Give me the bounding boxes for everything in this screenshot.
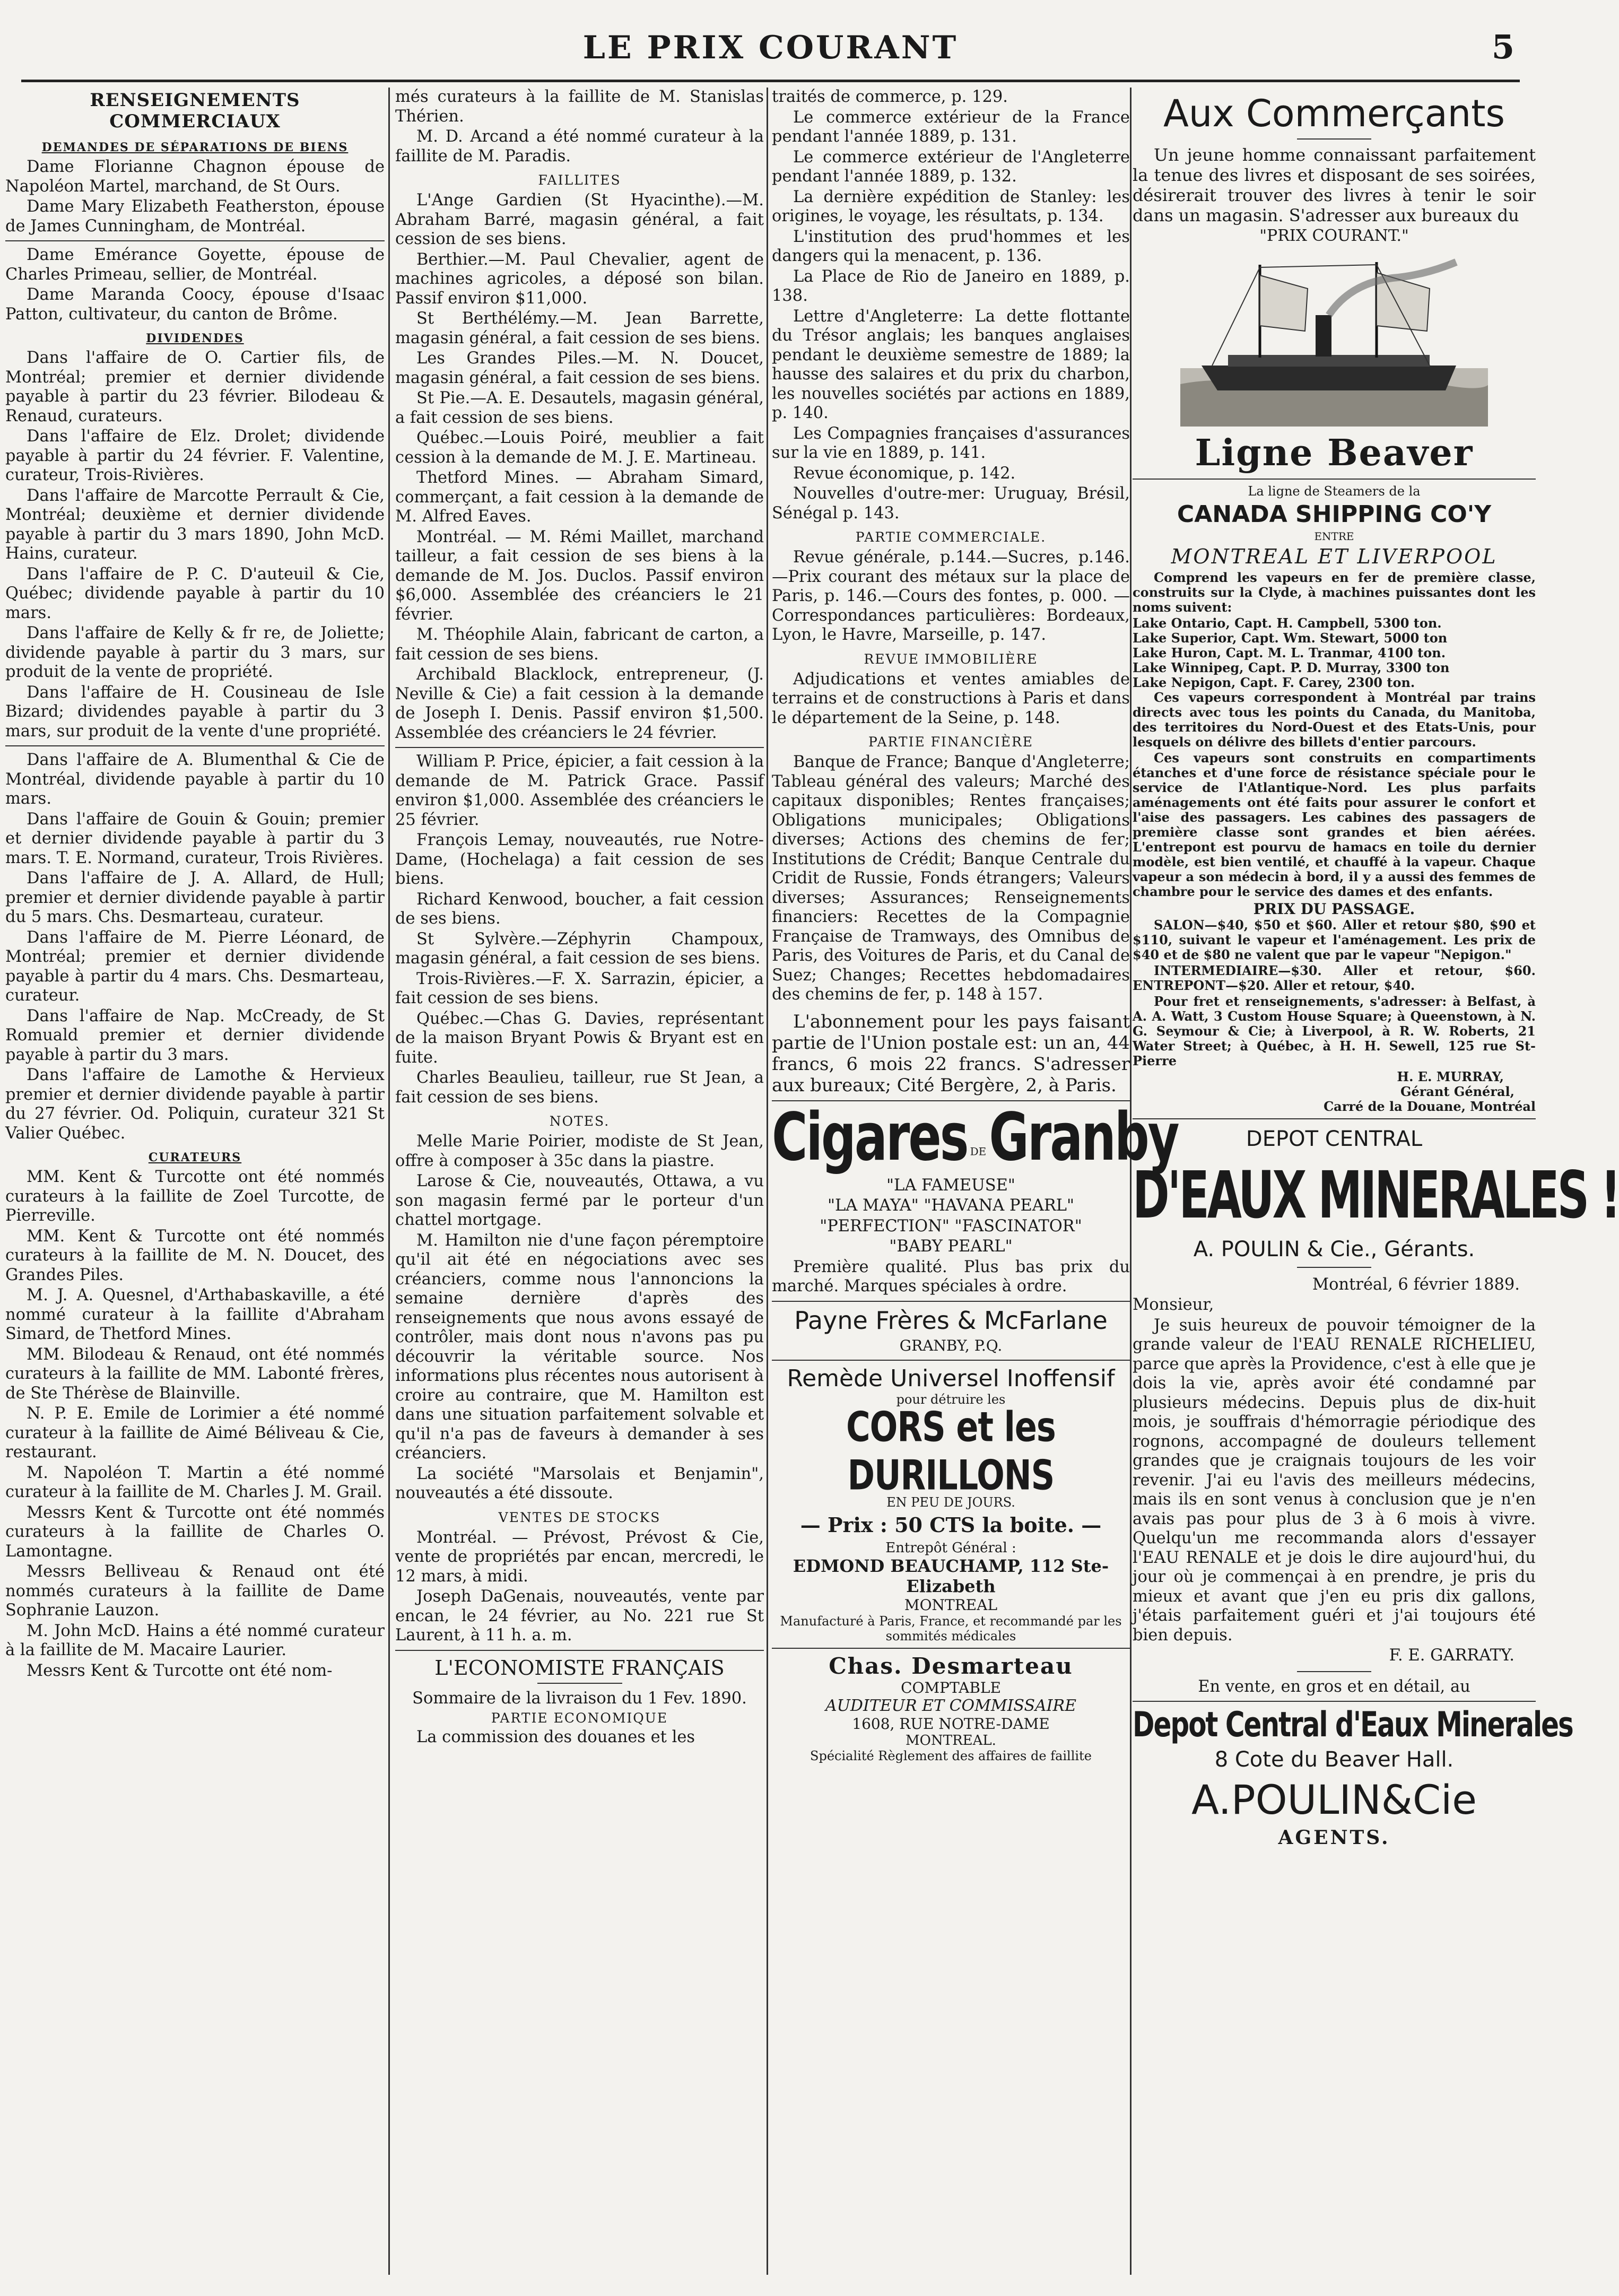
- murray-title: Gérant Général,: [1400, 1083, 1514, 1099]
- divider: [1297, 1267, 1371, 1268]
- depot-eaux-minerales: Depot Central d'Eaux Minerales: [1133, 1704, 1573, 1745]
- divider: [772, 1648, 1130, 1649]
- article-paragraph: Nouvelles d'outre-mer: Uruguay, Brésil, Sénégal p. 143.: [772, 484, 1130, 523]
- article-paragraph: La dernière expédition de Stanley: les origines, le voyage, les résultats, p. 134.: [772, 187, 1130, 225]
- subsection-heading: NOTES.: [549, 1114, 610, 1129]
- ship-list-item: Lake Superior, Capt. Wm. Stewart, 5000 ton: [1133, 630, 1448, 646]
- article-paragraph: Québec.—Louis Poiré, meublier a fait cession à la demande de M. J. E. Martineau.: [395, 429, 764, 467]
- article-paragraph: Adjudications et ventes amiables de terrains et de constructions à Paris et dans le département de la Seine, p. 148.: [772, 669, 1130, 727]
- cigares-de: DE: [970, 1145, 987, 1158]
- article-paragraph: Dans l'affaire de M. Pierre Léonard, de Montréal; premier et dernier dividende payable à partir du 4 mars. Chs. Desmarteau, curateur.: [5, 928, 385, 1005]
- article-paragraph: St Berthélémy.—M. Jean Barrette, magasin général, a fait cession de ses biens.: [395, 309, 764, 347]
- subsection-heading: REVUE IMMOBILIÈRE: [864, 651, 1038, 667]
- article-paragraph: traités de commerce, p. 129.: [772, 88, 1008, 106]
- article-paragraph: Revue économique, p. 142.: [793, 464, 1016, 483]
- article-paragraph: La commission des douanes et les: [416, 1728, 695, 1746]
- article-paragraph: Dans l'affaire de Marcotte Perrault & Cie, Montréal; deuxième et dernier dividende payable à partir du 3 mars 1890, John McD. Hains, curateur.: [5, 486, 385, 563]
- article-paragraph: M. John McD. Hains a été nommé curateur à la faillite de M. Macaire Laurier.: [5, 1621, 385, 1659]
- eaux-minerales-banner: D'EAUX MINERALES !: [1133, 1157, 1619, 1233]
- article-paragraph: més curateurs à la faillite de M. Stanislas Thérien.: [395, 88, 764, 126]
- divider: [5, 745, 385, 746]
- article-paragraph: N. P. E. Emile de Lorimier a été nommé curateur à la faillite de Aimé Béliveau & Cie, restaurant.: [5, 1404, 385, 1462]
- article-paragraph: Dans l'affaire de Kelly & fr re, de Joliette; dividende payable à partir du 3 mars, sur produit de la vente de propriété.: [5, 624, 385, 681]
- article-paragraph: Messrs Kent & Turcotte ont été nom-: [27, 1661, 333, 1680]
- ad-paragraph: Comprend les vapeurs en fer de première classe, construits sur la Clyde, à machines puissantes dont les noms suivent:: [1133, 569, 1536, 615]
- article-paragraph: Le commerce extérieur de la France pendant l'année 1889, p. 131.: [772, 108, 1130, 146]
- poulin-gerants: A. POULIN & Cie., Gérants.: [1193, 1237, 1475, 1262]
- article-paragraph: Québec.—Chas G. Davies, représentant de la maison Bryant Powis & Bryant est en fuite.: [395, 1009, 764, 1067]
- remede-montreal: MONTREAL: [904, 1596, 998, 1614]
- article-paragraph: M. Théophile Alain, fabricant de carton, a fait cession de ses biens.: [395, 625, 764, 664]
- ad-paragraph: Ces vapeurs correspondent à Montréal par trains directs avec tous les points du Canada, du Manitoba, des territoires du Nord-Ouest et des Etats-Unis, pour lesquels on délivre des billets d'entier parcours.: [1133, 689, 1536, 750]
- article-paragraph: M. Napoléon T. Martin a été nommé curateur à la faillite de M. Charles J. M. Grail.: [5, 1463, 385, 1501]
- ship-list-item: Lake Huron, Capt. M. L. Tranmar, 4100 ton.: [1133, 645, 1446, 660]
- article-paragraph: Dans l'affaire de Gouin & Gouin; premier et dernier dividende payable à partir du 3 mars. T. E. Normand, curateur, Trois Rivières.: [5, 810, 385, 867]
- ship-list-item: Lake Ontario, Capt. H. Campbell, 5300 ton.: [1133, 615, 1442, 631]
- column-rule: [1130, 88, 1131, 2275]
- cigar-brand: "PERFECTION" "FASCINATOR": [820, 1216, 1082, 1236]
- murray-address: Carré de la Douane, Montréal: [1324, 1098, 1536, 1114]
- economiste-title: L'ECONOMISTE FRANÇAIS: [434, 1656, 725, 1680]
- article-paragraph: Les Compagnies françaises d'assurances sur la vie en 1889, p. 141.: [772, 424, 1130, 462]
- cigares-word: Cigares: [772, 1098, 968, 1176]
- ad-paper-name: "PRIX COURANT.": [1259, 227, 1409, 245]
- newspaper-title: LE PRIX COURANT: [582, 29, 959, 66]
- article-paragraph: Dame Emérance Goyette, épouse de Charles Primeau, sellier, de Montréal.: [5, 246, 385, 284]
- cigar-quality: Première qualité. Plus bas prix du marché. Marques spéciales à ordre.: [772, 1257, 1130, 1295]
- divider: [395, 1650, 764, 1651]
- divider: [772, 1301, 1130, 1302]
- remede-sub: pour détruire les: [896, 1391, 1006, 1407]
- depot-address: 8 Cote du Beaver Hall.: [1214, 1747, 1454, 1772]
- beaver-entre: ENTRE: [1314, 529, 1354, 543]
- subsection-heading: FAILLITES: [538, 172, 621, 188]
- divider: [772, 1360, 1130, 1361]
- article-paragraph: Dans l'affaire de Lamothe & Hervieux premier et dernier dividende payable à partir du 27 février. Od. Poliquin, curateur 321 St Valier Québec.: [5, 1066, 385, 1143]
- section-heading: RENSEIGNEMENTS COMMERCIAUX: [90, 90, 300, 132]
- article-paragraph: Dame Mary Elizabeth Featherston, épouse de James Cunningham, de Montréal.: [5, 197, 385, 236]
- remede-entrepot: Entrepôt Général :: [885, 1540, 1016, 1556]
- montreal-liverpool: MONTREAL ET LIVERPOOL: [1171, 544, 1498, 568]
- ad-paragraph: INTERMEDIAIRE—$30. Aller et retour, $60. ENTREPONT—$20. Aller et retour, $40.: [1133, 962, 1536, 993]
- article-paragraph: Charles Beaulieu, tailleur, rue St Jean, a fait cession de ses biens.: [395, 1068, 764, 1107]
- depot-central-title: DEPOT CENTRAL: [1246, 1126, 1423, 1151]
- cigar-brand: "BABY PEARL": [889, 1237, 1013, 1256]
- article-paragraph: Montréal. — M. Rémi Maillet, marchand tailleur, a fait cession de ses biens à la demande de M. Jos. Duclos. Passif environ $6,000. Assemblée des créanciers le 21 février.: [395, 527, 764, 624]
- subsection-heading: PARTIE COMMERCIALE.: [855, 529, 1047, 545]
- prix-passage: PRIX DU PASSAGE.: [1253, 900, 1415, 918]
- article-paragraph: Messrs Kent & Turcotte ont été nommés curateurs à la faillite de Charles O. Lamontagne.: [5, 1503, 385, 1561]
- ship-list-item: Lake Winnipeg, Capt. P. D. Murray, 3300 ton: [1133, 659, 1450, 675]
- desmarteau-role: AUDITEUR ET COMMISSAIRE: [825, 1696, 1077, 1715]
- article-paragraph: Dans l'affaire de P. C. D'auteuil & Cie, Québec; dividende payable à partir du 10 mars.: [5, 564, 385, 622]
- remede-title: Remède Universel Inoffensif: [787, 1364, 1115, 1392]
- article-paragraph: William P. Price, épicier, a fait cession à la demande de M. Patrick Grace. Passif environ $1,000. Assemblée des créanciers le 25 février.: [395, 752, 764, 829]
- poulin-agents: AGENTS.: [1278, 1827, 1390, 1849]
- page-header: [21, 21, 1520, 82]
- ad-paragraph: Ces vapeurs sont construits en compartiments étanches et d'une force de résistance spéciale pour le service de l'Atlantique-Nord. Les plus parfaits aménagements ont été faits pour assurer le confort et l'aise des passagers. Les cabines des passagers de première classe sont grandes et bien aérées. L'entrepont est pourvu de hamacs en toile du dernier modèle, est bien ventilé, et chauffé à la vapeur. Chaque vapeur a son médecin à bord, il y a aussi des femmes de chambre pour le service des dames et des enfants.: [1133, 750, 1536, 899]
- column-rule: [388, 88, 390, 2275]
- remede-price: — Prix : 50 CTS la boite. —: [800, 1512, 1102, 1537]
- article-paragraph: Dans l'affaire de O. Cartier fils, de Montréal; premier et dernier dividende payable à partir du 23 février. Bilodeau & Renaud, curateurs.: [5, 349, 385, 425]
- article-paragraph: Les Grandes Piles.—M. N. Doucet, magasin général, a fait cession de ses biens.: [395, 349, 764, 387]
- subscription-notice: L'abonnement pour les pays faisant partie de l'Union postale est: un an, 44 francs, 6 mois 22 francs. S'adresser aux bureaux; Cité Bergère, 2, à Paris.: [772, 1011, 1130, 1096]
- article-paragraph: Revue générale, p.144.—Sucres, p.146.—Prix courant des métaux sur la place de Paris, p. 146.—Cours des fontes, p. 000. —Correspondances particulières: Bordeaux, Lyon, le Havre, Marseille, p. 147.: [772, 548, 1130, 644]
- article-paragraph: Trois-Rivières.—F. X. Sarrazin, épicier, a fait cession de ses biens.: [395, 969, 764, 1007]
- murray-name: H. E. MURRAY,: [1397, 1068, 1504, 1084]
- article-paragraph: Dans l'affaire de J. A. Allard, de Hull; premier et dernier dividende payable à partir du 5 mars. Chs. Desmarteau, curateur.: [5, 869, 385, 926]
- article-paragraph: L'Ange Gardien (St Hyacinthe).—M. Abraham Barré, magasin général, a fait cession de ses biens.: [395, 191, 764, 248]
- article-paragraph: MM. Bilodeau & Renaud, ont été nommés curateurs à la faillite de MM. Labonté frères, de Ste Thérèse de Blainville.: [5, 1345, 385, 1403]
- ship-list-item: Lake Nepigon, Capt. F. Carey, 2300 ton.: [1133, 674, 1415, 690]
- ad-paragraph: SALON—$40, $50 et $60. Aller et retour $80, $90 et $110, suivant le vapeur et l'aménagement. Les prix de $40 et de $80 ne valent que par le vapeur "Nepigon.": [1133, 917, 1536, 962]
- subsection-heading: DIVIDENDES: [146, 332, 244, 345]
- article-paragraph: Dans l'affaire de H. Cousineau de Isle Bizard; dividendes payable à partir du 3 mars, sur produit de la vente d'une propriété.: [5, 683, 385, 741]
- cigares-ad-title: [772, 1098, 1178, 1176]
- article-paragraph: Banque de France; Banque d'Angleterre; Tableau général des valeurs; Marché des capitaux disponibles; Rentes françaises; Obligations municipales; Obligations diverses; Actions des chemins de fer; Institutions de Crédit; Banque Centrale du Cridit de Russie, Fonds étrangers; Valeurs diverses; Assurances; Renseignements financiers: Recettes de la Compagnie Française de Tramways, des Omnibus de Paris, des Voitures de Paris, et du Canal de Suez; Changes; Recettes hebdomadaires des chemins de fer, p. 148 à 157.: [772, 753, 1130, 1004]
- cors-durillons: CORS et les DURILLONS: [846, 1402, 1056, 1499]
- article-paragraph: M. D. Arcand a été nommé curateur à la faillite de M. Paradis.: [395, 127, 764, 166]
- cigar-brand: "LA MAYA" "HAVANA PEARL": [827, 1196, 1075, 1215]
- article-paragraph: Dans l'affaire de A. Blumenthal & Cie de Montréal, dividende payable à partir du 10 mars.: [5, 751, 385, 808]
- letter-date: Montréal, 6 février 1889.: [1312, 1275, 1520, 1294]
- divider: [537, 1683, 622, 1684]
- article-paragraph: Richard Kenwood, boucher, a fait cession de ses biens.: [395, 890, 764, 928]
- ad-paragraph: Pour fret et renseignements, s'adresser: à Belfast, à A. A. Watt, 3 Custom House Square; à Queenstown, à N. G. Seymour & Cie; à Liverpool, à R. W. Roberts, 21 Water Street; à Québec, à H. H. Sewell, 125 rue St-Pierre: [1133, 993, 1536, 1068]
- desmarteau-title: COMPTABLE: [901, 1678, 1001, 1697]
- remede-days: EN PEU DE JOURS.: [886, 1494, 1015, 1510]
- article-paragraph: Berthier.—M. Paul Chevalier, agent de machines agricoles, a déposé son bilan. Passif environ $11,000.: [395, 250, 764, 308]
- article-paragraph: Dame Maranda Coocy, épouse d'Isaac Patton, cultivateur, du canton de Brôme.: [5, 285, 385, 324]
- article-paragraph: François Lemay, nouveautés, rue Notre-Dame, (Hochelaga) a fait cession de ses biens.: [395, 831, 764, 888]
- granby-pq: GRANBY, P.Q.: [899, 1336, 1003, 1354]
- column-rule: [767, 88, 768, 2275]
- subsection-heading: VENTES DE STOCKS: [498, 1509, 661, 1525]
- article-paragraph: La société "Marsolais et Benjamin", nouveautés a été dissoute.: [395, 1464, 764, 1502]
- article-paragraph: Montréal. — Prévost, Prévost & Cie, vente de propriétés par encan, mercredi, le 12 mars, à midi.: [395, 1528, 764, 1586]
- article-paragraph: Larose & Cie, nouveautés, Ottawa, a vu son magasin fermé par le porteur d'un chattel mortgage.: [395, 1172, 764, 1229]
- divider: [395, 747, 764, 748]
- letter-body: Je suis heureux de pouvoir témoigner de la grande valeur de l'EAU RENALE RICHELIEU, parce que après la Providence, c'est à elle que je dois la vie, après avoir été condamné par plusieurs médecins. Depuis plus de dix-huit mois, je souffrais d'hémorragie périodique des rognons, accompagné de douleurs tellement grandes que je craignais toujours de les voir revenir. J'ai eu l'avis des meilleurs médecins, mais ils en sont venus à conclusion que je n'en avais pas pour plus de 3 à 6 mois à vivre. Quelqu'un me recommanda alors d'essayer l'EAU RENALE et je dois le dire aujourd'hui, du jour où je commençai à en prendre, je pris du mieux et avant que j'en eu pris dix gallons, j'étais parfaitement guéri et j'ai toujours été bien depuis.: [1133, 1316, 1536, 1645]
- canada-shipping: CANADA SHIPPING CO'Y: [1177, 500, 1492, 528]
- article-paragraph: Melle Marie Poirier, modiste de St Jean, offre à composer à 35c dans la piastre.: [395, 1132, 764, 1170]
- article-paragraph: M. J. A. Quesnel, d'Arthabaskaville, a été nommé curateur à la faillite d'Abraham Simard, de Thetford Mines.: [5, 1286, 385, 1343]
- divider: [1297, 138, 1371, 140]
- article-paragraph: Thetford Mines. — Abraham Simard, commerçant, a fait cession à la demande de M. Alfred Eaves.: [395, 468, 764, 526]
- column-1: [5, 88, 385, 2275]
- column-2: [395, 88, 764, 2275]
- article-paragraph: MM. Kent & Turcotte ont été nommés curateurs à la faillite de Zoel Turcotte, de Pierreville.: [5, 1168, 385, 1225]
- article-paragraph: Messrs Belliveau & Renaud ont été nommés curateurs à la faillite de Dame Sophranie Lauzon.: [5, 1562, 385, 1620]
- article-paragraph: Le commerce extérieur de l'Angleterre pendant l'année 1889, p. 132.: [772, 147, 1130, 186]
- article-paragraph: Dans l'affaire de Elz. Drolet; dividende payable à partir du 24 février. F. Valentine, curateur, Trois-Rivières.: [5, 427, 385, 484]
- page-number: 5: [1491, 28, 1514, 66]
- article-paragraph: Dame Florianne Chagnon épouse de Napoléon Martel, marchand, de St Ours.: [5, 158, 385, 196]
- letter-signature: F. E. GARRATY.: [1389, 1646, 1514, 1665]
- article-paragraph: St Sylvère.—Zéphyrin Champoux, magasin général, a fait cession de ses biens.: [395, 929, 764, 968]
- desmarteau-name: Chas. Desmarteau: [829, 1653, 1073, 1679]
- article-paragraph: MM. Kent & Turcotte ont été nommés curateurs à la faillite de M. N. Doucet, des Grandes Piles.: [5, 1227, 385, 1284]
- article-paragraph: St Pie.—A. E. Desautels, magasin général, a fait cession de ses biens.: [395, 389, 764, 427]
- desmarteau-city: MONTREAL.: [906, 1732, 996, 1749]
- subsection-heading: DEMANDES DE SÉPARATIONS DE BIENS: [41, 141, 349, 154]
- article-paragraph: L'institution des prud'hommes et les dangers qui la menacent, p. 136.: [772, 227, 1130, 265]
- article-paragraph: La Place de Rio de Janeiro en 1889, p. 138.: [772, 267, 1130, 305]
- column-4: [1133, 88, 1619, 2275]
- payne-freres: Payne Frères & McFarlane: [794, 1306, 1108, 1335]
- ad-paragraph: Un jeune homme connaissant parfaitement la tenue des livres et disposant de ses soirées, désirerait trouver des livres à tenir le soir dans un magasin. S'adresser aux bureaux du: [1133, 145, 1536, 225]
- subsection-heading: PARTIE ECONOMIQUE: [491, 1710, 668, 1726]
- divider: [5, 240, 385, 241]
- aux-commercants-title: Aux Commerçants: [1163, 92, 1505, 135]
- steamship-illustration: [1180, 251, 1488, 427]
- desmarteau-address: 1608, RUE NOTRE-DAME: [852, 1715, 1050, 1733]
- cigar-brand: "LA FAMEUSE": [886, 1176, 1015, 1195]
- ship-list: [1133, 616, 1536, 690]
- article-paragraph: Lettre d'Angleterre: La dette flottante du Trésor anglais; les banques anglaises pendant le deuxième semestre de 1889; la hausse des salaires et du prix du charbon, les nouvelles sociétés par actions en 1889, p. 140.: [772, 307, 1130, 422]
- article-paragraph: Archibald Blacklock, entrepreneur, (J. Neville & Cie) a fait cession à la demande de Joseph I. Denis. Passif environ $1,500. Assemblée des créanciers le 24 février.: [395, 665, 764, 742]
- remede-manufacture: Manufacturé à Paris, France, et recommandé par les sommités médicales: [780, 1613, 1122, 1643]
- subsection-heading: PARTIE FINANCIÈRE: [868, 734, 1034, 750]
- beaver-line1: La ligne de Steamers de la: [1248, 483, 1421, 499]
- article-paragraph: Dans l'affaire de Nap. McCready, de St Romuald premier et dernier dividende payable à partir du 3 mars.: [5, 1006, 385, 1064]
- subsection-heading: CURATEURS: [148, 1151, 242, 1164]
- granby-word: Granby: [989, 1098, 1178, 1176]
- poulin-name: A.POULIN&Cie: [1191, 1776, 1477, 1823]
- economiste-summary: Sommaire de la livraison du 1 Fev. 1890.: [412, 1689, 747, 1708]
- en-vente: En vente, en gros et en détail, au: [1198, 1677, 1470, 1696]
- divider: [1133, 1118, 1536, 1119]
- ligne-beaver-title: Ligne Beaver: [1195, 431, 1474, 474]
- letter-salutation: Monsieur,: [1133, 1295, 1214, 1314]
- desmarteau-specialty: Spécialité Règlement des affaires de faillite: [810, 1748, 1092, 1763]
- article-paragraph: M. Hamilton nie d'une façon péremptoire qu'il ait été en négociations avec ses créanciers, comme nous l'annoncions la semaine dernière d'après des renseignements que nous avons essayé de contrôler, mais dont nous n'avons pas pu découvrir la véritable source. Nos informations plus récentes nous autorisent à croire au contraire, que M. Hamilton est dans une situation parfaitement solvable et qu'il n'a pas de faveurs à demander à ses créanciers.: [395, 1231, 764, 1463]
- divider: [1133, 1701, 1536, 1702]
- remede-beauchamp: EDMOND BEAUCHAMP, 112 Ste-Elizabeth: [793, 1555, 1109, 1596]
- article-paragraph: Joseph DaGenais, nouveautés, vente par encan, le 24 février, au No. 221 rue St Laurent, à 11 h. a. m.: [395, 1587, 764, 1645]
- divider: [1297, 1671, 1371, 1672]
- divider: [1133, 479, 1536, 480]
